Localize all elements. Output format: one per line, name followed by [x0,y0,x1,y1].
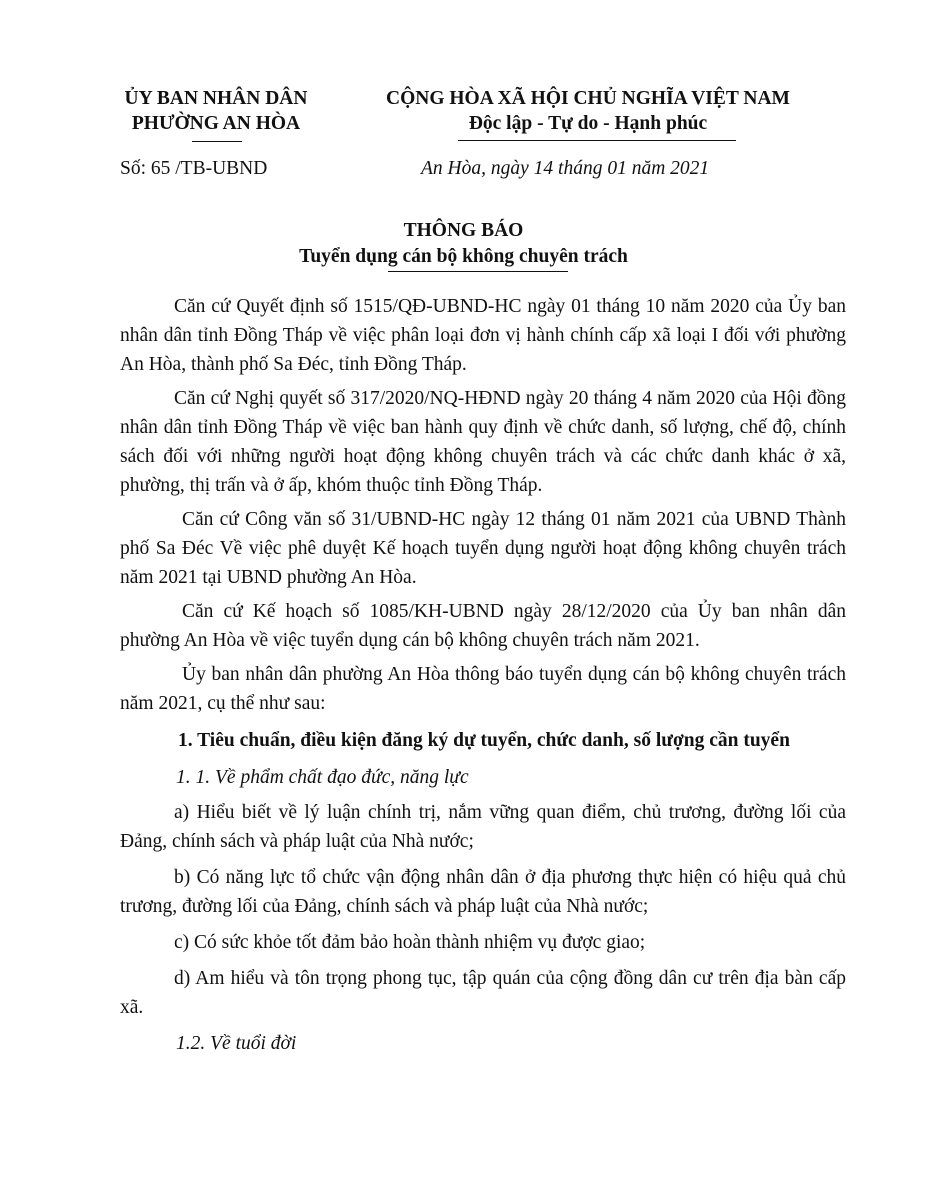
agency-line-2: PHƯỜNG AN HÒA [131,113,301,134]
document-body [120,292,846,1064]
motto-underline [458,140,736,141]
title-underline [388,271,568,272]
section-1-heading: 1. Tiêu chuẩn, điều kiện đăng ký dự tuyển, chức danh, số lượng cần tuyển [178,730,790,751]
motto-line: Độc lập - Tự do - Hạnh phúc [468,113,708,134]
legal-basis-paragraph-1: Căn cứ Quyết định số 1515/QĐ-UBND-HC ngày 01 tháng 10 năm 2020 của Ủy ban nhân dân tỉnh Đồng Tháp về việc phân loại đơn vị hành chính cấp xã loại I đối với phường An Hòa, thành phố Sa Đéc, tỉnh Đồng Tháp. [120,296,846,375]
document-title-block [0,218,927,270]
requirement-item-c: c) Có sức khỏe tốt đảm bảo hoàn thành nhiệm vụ được giao; [174,932,646,953]
announcement-intro: Ủy ban nhân dân phường An Hòa thông báo tuyển dụng cán bộ không chuyên trách năm 2021, cụ thể như sau: [120,664,846,714]
country-name: CỘNG HÒA XÃ HỘI CHỦ NGHĨA VIỆT NAM [386,88,790,109]
requirement-item-a: a) Hiểu biết về lý luận chính trị, nắm vững quan điểm, chủ trương, đường lối của Đảng, chính sách và pháp luật của Nhà nước; [120,802,846,852]
requirement-item-b: b) Có năng lực tổ chức vận động nhân dân ở địa phương thực hiện có hiệu quả chủ trương, đường lối của Đảng, chính sách và pháp luật của Nhà nước; [120,867,846,917]
requirement-item-d: d) Am hiểu và tôn trọng phong tục, tập quán của cộng đồng dân cư trên địa bàn cấp xã. [120,968,846,1018]
subsection-1-1-heading: 1. 1. Về phẩm chất đạo đức, năng lực [176,767,469,788]
subsection-1-2-heading: 1.2. Về tuổi đời [176,1033,297,1054]
legal-basis-paragraph-4: Căn cứ Kế hoạch số 1085/KH-UBND ngày 28/12/2020 của Ủy ban nhân dân phường An Hòa về việc tuyển dụng cán bộ không chuyên trách năm 2021. [120,601,846,651]
agency-line-1: ỦY BAN NHÂN DÂN [124,88,308,109]
document-subtitle: Tuyển dụng cán bộ không chuyên trách [299,246,628,267]
agency-underline [192,141,242,142]
legal-basis-paragraph-2: Căn cứ Nghị quyết số 317/2020/NQ-HĐND ngày 20 tháng 4 năm 2020 của Hội đồng nhân dân tỉnh Đồng Tháp về việc ban hành quy định về chức danh, số lượng, chế độ, chính sách đối với những người hoạt động không chuyên trách và các chức danh khác ở xã, phường, thị trấn và ở ấp, khóm thuộc tỉnh Đồng Tháp. [120,388,846,496]
document-number: Số: 65 /TB-UBND [120,158,268,179]
place-date: An Hòa, ngày 14 tháng 01 năm 2021 [421,158,710,179]
document-title: THÔNG BÁO [403,220,524,241]
national-motto [358,86,818,136]
legal-basis-paragraph-3: Căn cứ Công văn số 31/UBND-HC ngày 12 tháng 01 năm 2021 của UBND Thành phố Sa Đéc Về việc phê duyệt Kế hoạch tuyển dụng người hoạt động không chuyên trách năm 2021 tại UBND phường An Hòa. [120,509,846,588]
issuing-agency [100,86,332,136]
